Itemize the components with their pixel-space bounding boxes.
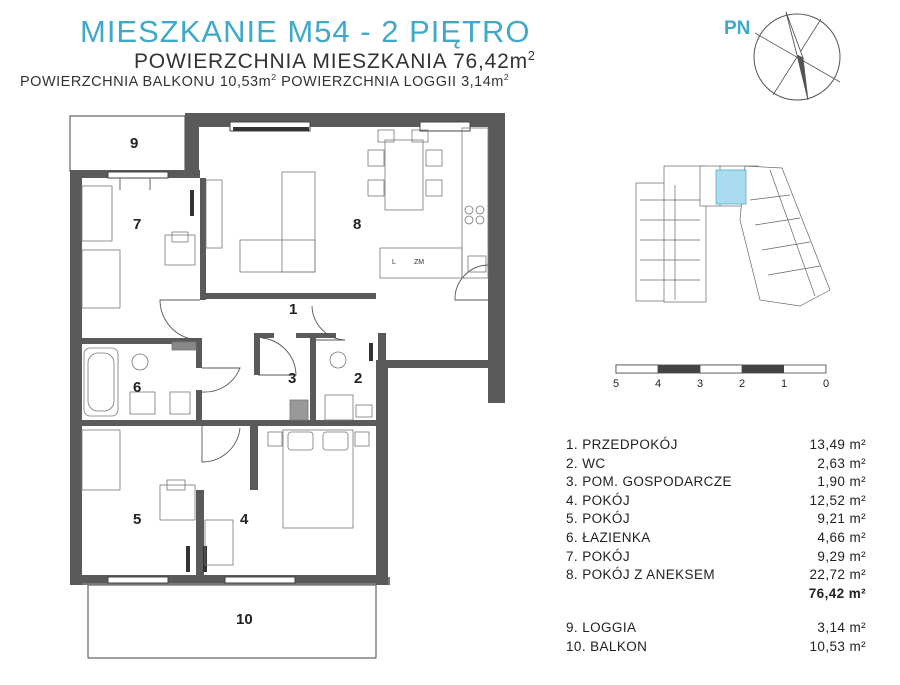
legend-row xyxy=(566,436,866,455)
legend-room-name: 5. POKÓJ xyxy=(566,511,630,527)
room-label-8: 8 xyxy=(353,216,362,233)
legend-room-area: 12,52 m² xyxy=(809,492,866,508)
page-title: MIESZKANIE M54 - 2 PIĘTRO xyxy=(80,14,531,49)
furniture xyxy=(82,128,488,565)
room-label-4: 4 xyxy=(240,511,249,528)
compass-icon xyxy=(754,12,840,100)
legend-room-name: 2. WC xyxy=(566,455,606,471)
legend-row xyxy=(566,529,866,548)
room-label-2: 2 xyxy=(354,370,363,387)
scale-label-4: 4 xyxy=(655,378,662,390)
legend-row xyxy=(566,473,866,492)
room-label-7: 7 xyxy=(133,216,142,233)
legend-room-name: 1. PRZEDPOKÓJ xyxy=(566,437,678,452)
compass-label: PN xyxy=(724,18,751,39)
scale-label-2: 2 xyxy=(739,378,746,390)
legend-row xyxy=(566,566,866,585)
legend-row xyxy=(566,510,866,529)
room-legend xyxy=(566,436,866,657)
room-label-9: 9 xyxy=(130,135,139,152)
legend-total-row xyxy=(566,585,866,604)
legend-room-area: 4,66 m² xyxy=(817,529,866,545)
balcony-sup: 2 xyxy=(271,72,277,82)
legend-row xyxy=(566,638,866,657)
legend-row xyxy=(566,455,866,474)
legend-row xyxy=(566,548,866,567)
building-key-plan xyxy=(636,166,830,306)
apartment-highlight xyxy=(716,170,746,204)
scale-label-5: 5 xyxy=(613,378,620,390)
legend-room-name: 7. POKÓJ xyxy=(566,548,630,564)
legend-room-name: 9. LOGGIA xyxy=(566,620,637,636)
windows xyxy=(108,122,470,583)
area-label: POWIERZCHNIA MIESZKANIA 76,42m xyxy=(134,50,528,73)
legend-room-name: 8. POKÓJ Z ANEKSEM xyxy=(566,567,715,583)
legend-total: 76,42 m² xyxy=(808,585,866,601)
room-label-10: 10 xyxy=(236,611,253,628)
loggia-sup: 2 xyxy=(503,72,510,82)
scale-label-3: 3 xyxy=(697,378,704,390)
legend-room-area: 9,29 m² xyxy=(817,548,866,564)
room-label-5: 5 xyxy=(133,511,142,528)
fridge-label: L xyxy=(392,259,396,266)
microwave-label: ZM xyxy=(414,259,425,266)
legend-room-name: 4. POKÓJ xyxy=(566,492,630,508)
legend-room-area: 10,53 m² xyxy=(809,638,866,654)
scale-label-1: 1 xyxy=(781,378,788,390)
scale-label-0: 0 xyxy=(823,378,830,390)
scale-bar xyxy=(613,365,829,390)
legend-room-area: 2,63 m² xyxy=(817,455,866,471)
legend-room-area: 22,72 m² xyxy=(809,567,866,583)
legend-room-name: 3. POM. GOSPODARCZE xyxy=(566,474,732,490)
legend-row xyxy=(566,492,866,511)
legend-room-name: 6. ŁAZIENKA xyxy=(566,529,651,545)
legend-row xyxy=(566,619,866,638)
legend-room-area: 1,90 m² xyxy=(817,474,866,490)
legend-room-name: 10. BALKON xyxy=(566,638,648,654)
area-sup: 2 xyxy=(527,49,536,63)
heaters xyxy=(186,127,373,572)
loggia-area xyxy=(70,116,185,171)
balcony-area xyxy=(70,577,390,658)
room-label-6: 6 xyxy=(133,379,142,396)
loggia-label: POWIERZCHNIA LOGGII 3,14m xyxy=(276,73,504,90)
legend-room-area: 9,21 m² xyxy=(817,511,866,527)
room-label-3: 3 xyxy=(288,370,297,387)
balcony-label: POWIERZCHNIA BALKONU 10,53m xyxy=(20,73,272,90)
legend-room-area: 3,14 m² xyxy=(817,620,866,636)
room-label-1: 1 xyxy=(289,301,298,318)
legend-room-area: 13,49 m² xyxy=(809,437,866,452)
